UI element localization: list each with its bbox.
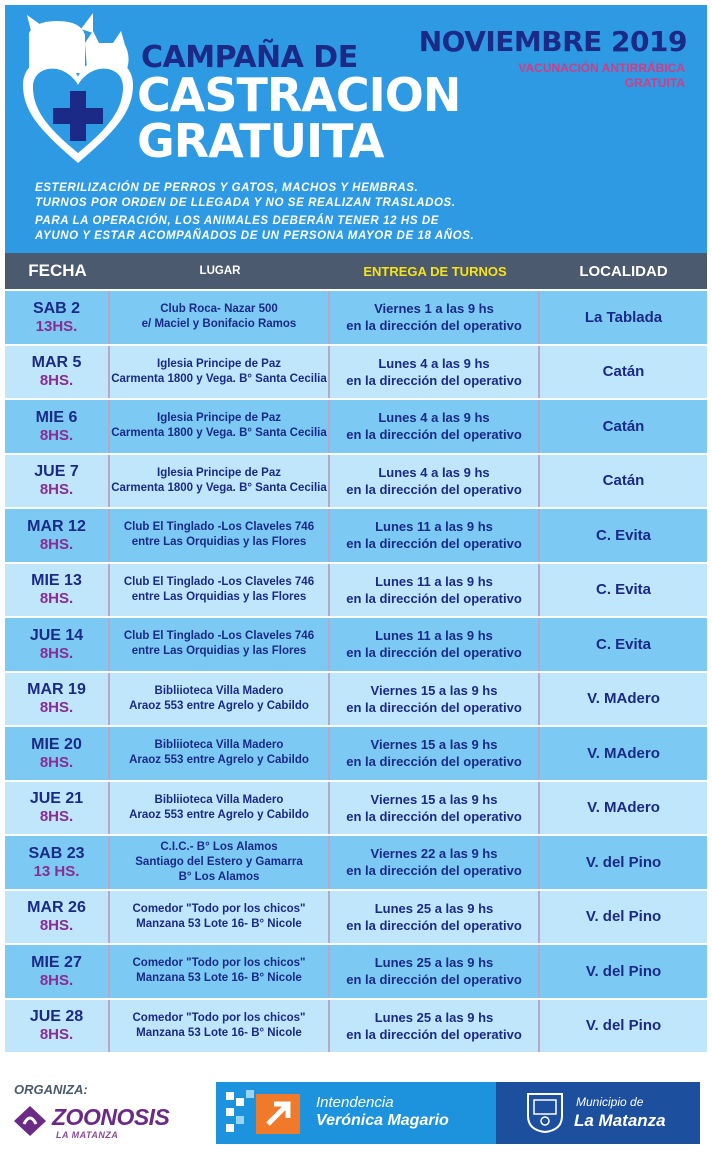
fecha-day: MAR 12 — [27, 517, 86, 535]
zoonosis-subtitle: LA MATANZA — [56, 1130, 119, 1140]
lugar-line2: Santiago del Estero y Gamarra — [135, 855, 303, 868]
intendencia-name: Verónica Magario — [316, 1112, 449, 1129]
fecha-day: MIE 20 — [31, 735, 82, 753]
localidad-cell — [540, 1000, 707, 1053]
lugar-line2: Manzana 53 Lote 16- B° Nicole — [136, 917, 302, 930]
lugar-line2: Araoz 553 entre Agrelo y Cabildo — [129, 699, 309, 712]
info-block-2 — [35, 214, 505, 244]
campaign-title-line3: GRATUITA — [137, 114, 384, 168]
intendencia-label: Intendencia — [316, 1094, 394, 1111]
campaign-header — [5, 5, 707, 253]
lugar-cell — [110, 455, 330, 508]
localidad-name: V. MAdero — [587, 799, 660, 817]
info-line3: PARA LA OPERACIÓN, LOS ANIMALES DEBERÁN TENER 12 HS DE — [35, 215, 440, 227]
fecha-hour: 8HS. — [39, 644, 74, 662]
info-block-1 — [35, 181, 505, 211]
localidad-name: V. del Pino — [585, 853, 662, 871]
fecha-cell — [5, 945, 110, 998]
entrega-line1: Lunes 4 a las 9 hs — [378, 410, 490, 426]
fecha-hour: 13HS. — [35, 317, 78, 335]
lugar-line1: Club El Tinglado -Los Claveles 746 — [123, 630, 315, 643]
entrega-line2: en la dirección del operativo — [346, 808, 522, 824]
entrega-line1: Viernes 22 a las 9 hs — [370, 846, 498, 862]
lugar-line2: Araoz 553 entre Agrelo y Cabildo — [129, 754, 309, 767]
table-row — [5, 945, 707, 1000]
fecha-hour: 8HS. — [39, 1026, 74, 1044]
localidad-cell — [540, 836, 707, 889]
entrega-line2: en la dirección del operativo — [346, 699, 522, 715]
lugar-cell — [110, 346, 330, 399]
lugar-line1: Club El Tinglado -Los Claveles 746 — [123, 521, 315, 534]
campaign-title-line2: CASTRACION — [137, 68, 461, 122]
entrega-line2: en la dirección del operativo — [346, 917, 522, 933]
intendencia-mark-icon — [222, 1088, 310, 1138]
lugar-line3: B° Los Alamos — [178, 870, 260, 883]
fecha-hour: 13 HS. — [33, 862, 80, 880]
entrega-cell — [330, 346, 540, 399]
localidad-cell — [540, 564, 707, 617]
entrega-cell — [330, 291, 540, 344]
lugar-cell — [110, 509, 330, 562]
localidad-name: Catán — [602, 363, 645, 381]
fecha-cell — [5, 346, 110, 399]
entrega-line2: en la dirección del operativo — [346, 590, 522, 606]
entrega-line1: Lunes 4 a las 9 hs — [378, 355, 490, 371]
table-row — [5, 891, 707, 946]
pet-heart-icon — [23, 13, 133, 171]
info-line2: TURNOS POR ORDEN DE LLEGADA Y NO SE REALIZAN TRASLADOS. — [35, 197, 456, 209]
lugar-line1: Bibliioteca Villa Madero — [154, 793, 284, 806]
localidad-name: Catán — [602, 472, 645, 490]
table-row — [5, 836, 707, 891]
lugar-cell — [110, 891, 330, 944]
fecha-hour: 8HS. — [39, 590, 74, 608]
fecha-cell — [5, 455, 110, 508]
fecha-day: MIE 13 — [31, 572, 82, 590]
table-row — [5, 564, 707, 619]
lugar-cell — [110, 1000, 330, 1053]
entrega-line1: Lunes 11 a las 9 hs — [375, 573, 493, 589]
lugar-line1: Iglesia Principe de Paz — [157, 412, 281, 425]
localidad-name: V. del Pino — [585, 1017, 662, 1035]
localidad-cell — [540, 291, 707, 344]
localidad-cell — [540, 727, 707, 780]
entrega-line1: Lunes 4 a las 9 hs — [378, 464, 490, 480]
column-header-fecha: FECHA — [28, 261, 87, 280]
table-row — [5, 782, 707, 837]
schedule-table — [5, 291, 707, 1054]
fecha-day: JUE 28 — [29, 1008, 84, 1026]
column-header-lugar: LUGAR — [199, 264, 241, 277]
lugar-cell — [110, 291, 330, 344]
lugar-line1: Club Roca- Nazar 500 — [160, 303, 278, 316]
table-row — [5, 400, 707, 455]
lugar-line1: Comedor "Todo por los chicos" — [132, 1011, 306, 1024]
entrega-line1: Viernes 15 a las 9 hs — [370, 737, 498, 753]
lugar-cell — [110, 400, 330, 453]
lugar-cell — [110, 782, 330, 835]
lugar-line2: entre Las Orquidias y las Flores — [131, 536, 307, 549]
fecha-cell — [5, 1000, 110, 1053]
entrega-line1: Lunes 25 a las 9 hs — [374, 1009, 494, 1025]
fecha-hour: 8HS. — [39, 535, 74, 553]
lugar-line1: Bibliioteca Villa Madero — [154, 739, 284, 752]
localidad-cell — [540, 673, 707, 726]
localidad-cell — [540, 509, 707, 562]
fecha-cell — [5, 836, 110, 889]
footer — [0, 1060, 712, 1160]
fecha-hour: 8HS. — [39, 808, 74, 826]
fecha-hour: 8HS. — [39, 699, 74, 717]
lugar-line2: Carmenta 1800 y Vega. B° Santa Cecilia — [111, 427, 327, 440]
zoonosis-icon — [12, 1104, 48, 1138]
entrega-cell — [330, 1000, 540, 1053]
entrega-line1: Viernes 15 a las 9 hs — [370, 682, 498, 698]
localidad-name: V. MAdero — [587, 744, 660, 762]
lugar-line2: entre Las Orquidias y las Flores — [131, 645, 307, 658]
localidad-cell — [540, 346, 707, 399]
localidad-name: V. MAdero — [587, 690, 660, 708]
entrega-cell — [330, 618, 540, 671]
localidad-name: V. del Pino — [585, 962, 662, 980]
lugar-line1: Iglesia Principe de Paz — [157, 466, 281, 479]
entrega-cell — [330, 891, 540, 944]
fecha-day: MAR 19 — [27, 681, 86, 699]
zoonosis-name: ZOONOSIS — [52, 1104, 170, 1130]
fecha-day: SAB 23 — [28, 844, 85, 862]
fecha-cell — [5, 782, 110, 835]
municipal-seal-icon — [526, 1090, 564, 1134]
intendencia-logo — [216, 1082, 498, 1144]
entrega-line2: en la dirección del operativo — [346, 972, 522, 988]
localidad-cell — [540, 400, 707, 453]
table-row — [5, 618, 707, 673]
lugar-line2: Manzana 53 Lote 16- B° Nicole — [136, 1026, 302, 1039]
table-row — [5, 509, 707, 564]
lugar-line2: entre Las Orquidias y las Flores — [131, 590, 307, 603]
fecha-day: SAB 2 — [32, 299, 81, 317]
lugar-cell — [110, 564, 330, 617]
table-row — [5, 455, 707, 510]
info-line4: AYUNO Y ESTAR ACOMPAÑADOS DE UN PERSONA MAYOR DE 18 AÑOS. — [35, 230, 475, 242]
entrega-cell — [330, 455, 540, 508]
lugar-line1: Comedor "Todo por los chicos" — [132, 957, 306, 970]
entrega-cell — [330, 782, 540, 835]
lugar-cell — [110, 836, 330, 889]
lugar-cell — [110, 727, 330, 780]
lugar-line2: Araoz 553 entre Agrelo y Cabildo — [129, 808, 309, 821]
lugar-cell — [110, 618, 330, 671]
fecha-day: MIE 27 — [31, 953, 82, 971]
fecha-cell — [5, 564, 110, 617]
entrega-line2: en la dirección del operativo — [346, 645, 522, 661]
fecha-cell — [5, 509, 110, 562]
lugar-cell — [110, 945, 330, 998]
fecha-cell — [5, 727, 110, 780]
municipio-logo — [496, 1082, 700, 1144]
entrega-cell — [330, 727, 540, 780]
lugar-line1: Club El Tinglado -Los Claveles 746 — [123, 575, 315, 588]
fecha-day: JUE 21 — [29, 790, 84, 808]
fecha-day: JUE 14 — [29, 626, 84, 644]
lugar-cell — [110, 673, 330, 726]
localidad-cell — [540, 455, 707, 508]
localidad-cell — [540, 618, 707, 671]
vaccination-line1: VACUNACIÓN ANTIRRÁBICA — [518, 61, 685, 75]
entrega-line2: en la dirección del operativo — [346, 1026, 522, 1042]
entrega-line2: en la dirección del operativo — [346, 536, 522, 552]
lugar-line1: Bibliioteca Villa Madero — [154, 684, 284, 697]
localidad-name: La Tablada — [584, 308, 663, 326]
entrega-cell — [330, 509, 540, 562]
localidad-name: C. Evita — [595, 635, 652, 653]
fecha-hour: 8HS. — [39, 481, 74, 499]
table-row — [5, 1000, 707, 1055]
table-row — [5, 727, 707, 782]
entrega-line1: Lunes 11 a las 9 hs — [375, 628, 493, 644]
entrega-line1: Viernes 15 a las 9 hs — [370, 791, 498, 807]
entrega-cell — [330, 564, 540, 617]
fecha-day: MAR 5 — [31, 354, 82, 372]
fecha-cell — [5, 291, 110, 344]
entrega-line2: en la dirección del operativo — [346, 427, 522, 443]
localidad-cell — [540, 891, 707, 944]
fecha-day: MAR 26 — [27, 899, 86, 917]
column-header-entrega: ENTREGA DE TURNOS — [363, 263, 507, 279]
entrega-line1: Lunes 11 a las 9 hs — [375, 519, 493, 535]
fecha-hour: 8HS. — [39, 426, 74, 444]
vaccination-line2: GRATUITA — [624, 76, 685, 90]
fecha-cell — [5, 618, 110, 671]
info-line1: ESTERILIZACIÓN DE PERROS Y GATOS, MACHOS Y HEMBRAS. — [35, 182, 419, 194]
entrega-cell — [330, 836, 540, 889]
lugar-line1: Iglesia Principe de Paz — [157, 357, 281, 370]
localidad-name: Catán — [602, 417, 645, 435]
localidad-cell — [540, 945, 707, 998]
fecha-cell — [5, 891, 110, 944]
organiza-label: ORGANIZA: — [14, 1082, 88, 1097]
campaign-title-line1: CAMPAÑA DE — [141, 40, 358, 75]
lugar-line2: Carmenta 1800 y Vega. B° Santa Cecilia — [111, 481, 327, 494]
campaign-month: NOVIEMBRE 2019 — [418, 25, 687, 58]
municipio-label: Municipio de — [576, 1095, 644, 1109]
fecha-day: MIE 6 — [35, 408, 78, 426]
lugar-line2: e/ Maciel y Bonifacio Ramos — [141, 318, 297, 331]
entrega-cell — [330, 400, 540, 453]
lugar-line2: Manzana 53 Lote 16- B° Nicole — [136, 972, 302, 985]
table-row — [5, 673, 707, 728]
localidad-cell — [540, 782, 707, 835]
lugar-line1: C.I.C.- B° Los Alamos — [160, 840, 278, 853]
fecha-hour: 8HS. — [39, 372, 74, 390]
vaccination-note — [485, 61, 685, 91]
localidad-name: C. Evita — [595, 581, 652, 599]
fecha-hour: 8HS. — [39, 753, 74, 771]
localidad-name: V. del Pino — [585, 908, 662, 926]
fecha-cell — [5, 673, 110, 726]
fecha-hour: 8HS. — [39, 971, 74, 989]
entrega-line2: en la dirección del operativo — [346, 372, 522, 388]
entrega-line1: Lunes 25 a las 9 hs — [374, 900, 494, 916]
fecha-cell — [5, 400, 110, 453]
column-header-localidad: LOCALIDAD — [579, 262, 668, 280]
entrega-cell — [330, 945, 540, 998]
municipio-name: La Matanza — [574, 1111, 666, 1130]
table-row — [5, 346, 707, 401]
table-header — [5, 253, 707, 289]
entrega-line1: Lunes 25 a las 9 hs — [374, 955, 494, 971]
table-row — [5, 291, 707, 346]
fecha-hour: 8HS. — [39, 917, 74, 935]
entrega-line2: en la dirección del operativo — [346, 754, 522, 770]
entrega-line2: en la dirección del operativo — [346, 318, 522, 334]
entrega-line1: Viernes 1 a las 9 hs — [374, 301, 494, 317]
localidad-name: C. Evita — [595, 526, 652, 544]
entrega-line2: en la dirección del operativo — [346, 481, 522, 497]
fecha-day: JUE 7 — [34, 463, 79, 481]
lugar-line1: Comedor "Todo por los chicos" — [132, 902, 306, 915]
entrega-cell — [330, 673, 540, 726]
lugar-line2: Carmenta 1800 y Vega. B° Santa Cecilia — [111, 372, 327, 385]
entrega-line2: en la dirección del operativo — [346, 863, 522, 879]
